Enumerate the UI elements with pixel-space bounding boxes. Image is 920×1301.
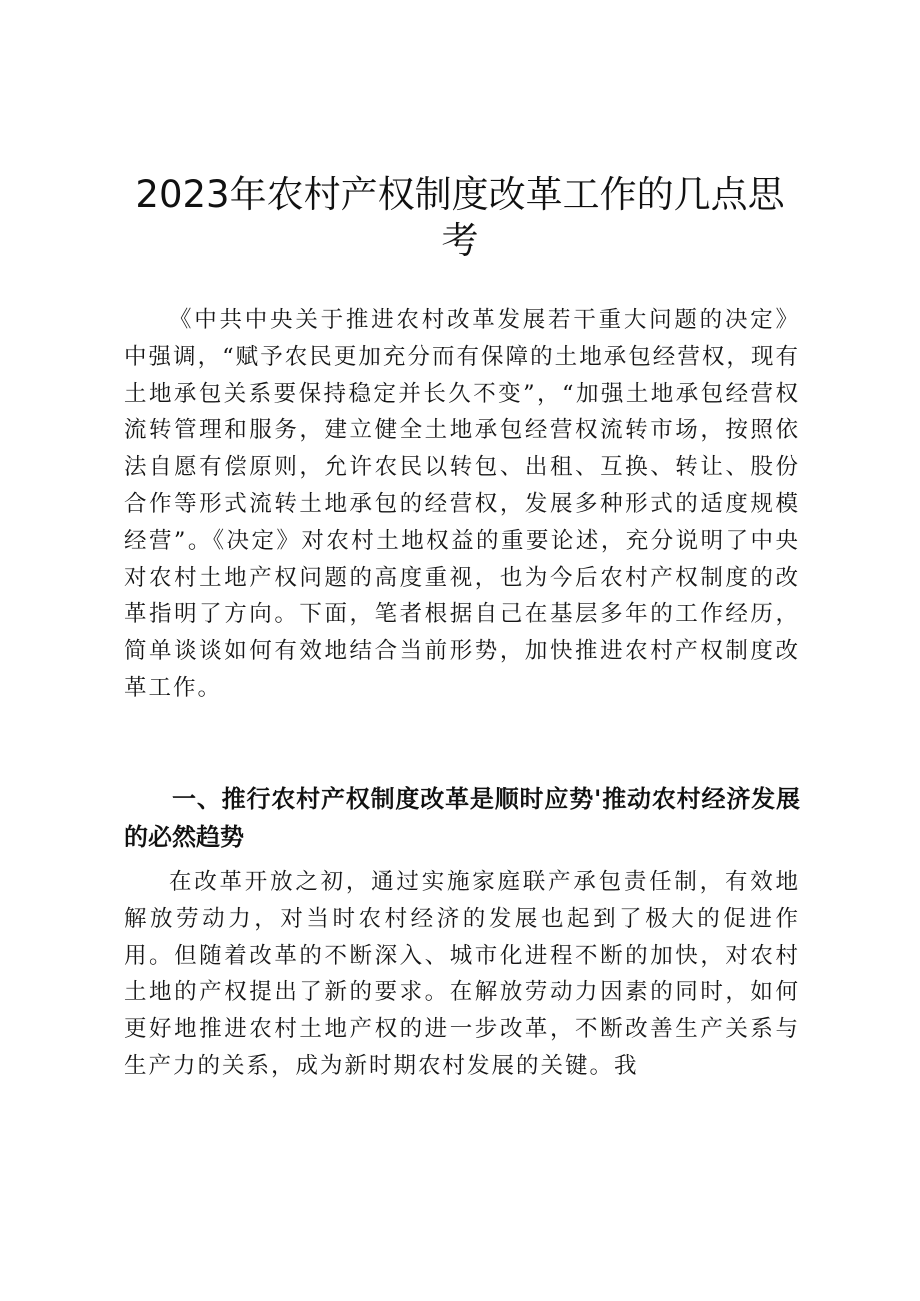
section-heading-1: 一、推行农村产权制度改革是顺时应势'推动农村经济发展的必然趋势: [124, 785, 800, 851]
intro-paragraph: 《中共中央关于推进农村改革发展若干重大问题的决定》中强调，“赋予农民更加充分而有保障的土地承包经营权，现有土地承包关系要保持稳定并长久不变”，“加强土地承包经营权流转管理和服务，建立健全土地承包经营权流转市场，按照依法自愿有偿原则，允许农民以转包、出租、互换、转让、股份合作等形式流转土地承包的经营权，发展多种形式的适度规模经营”。《决定》对农村土地权益的重要论述，充分说明了中央对农村土地产权问题的高度重视，也为今后农村产权制度的改革指明了方向。下面，笔者根据自己在基层多年的工作经历，简单谈谈如何有效地结合当前形势，加快推进农村产权制度改革工作。: [124, 307, 800, 701]
section-1-paragraph: 在改革开放之初，通过实施家庭联产承包责任制，有效地解放劳动力，对当时农村经济的发展也起到了极大的促进作用。但随着改革的不断深入、城市化进程不断的加快，对农村土地的产权提出了新的要求。在解放劳动力因素的同时，如何更好地推进农村土地产权的进一步改革，不断改善生产关系与生产力的关系，成为新时期农村发展的关键。我: [124, 869, 800, 1079]
document-title: 2023年农村产权制度改革工作的几点思考: [135, 173, 785, 262]
